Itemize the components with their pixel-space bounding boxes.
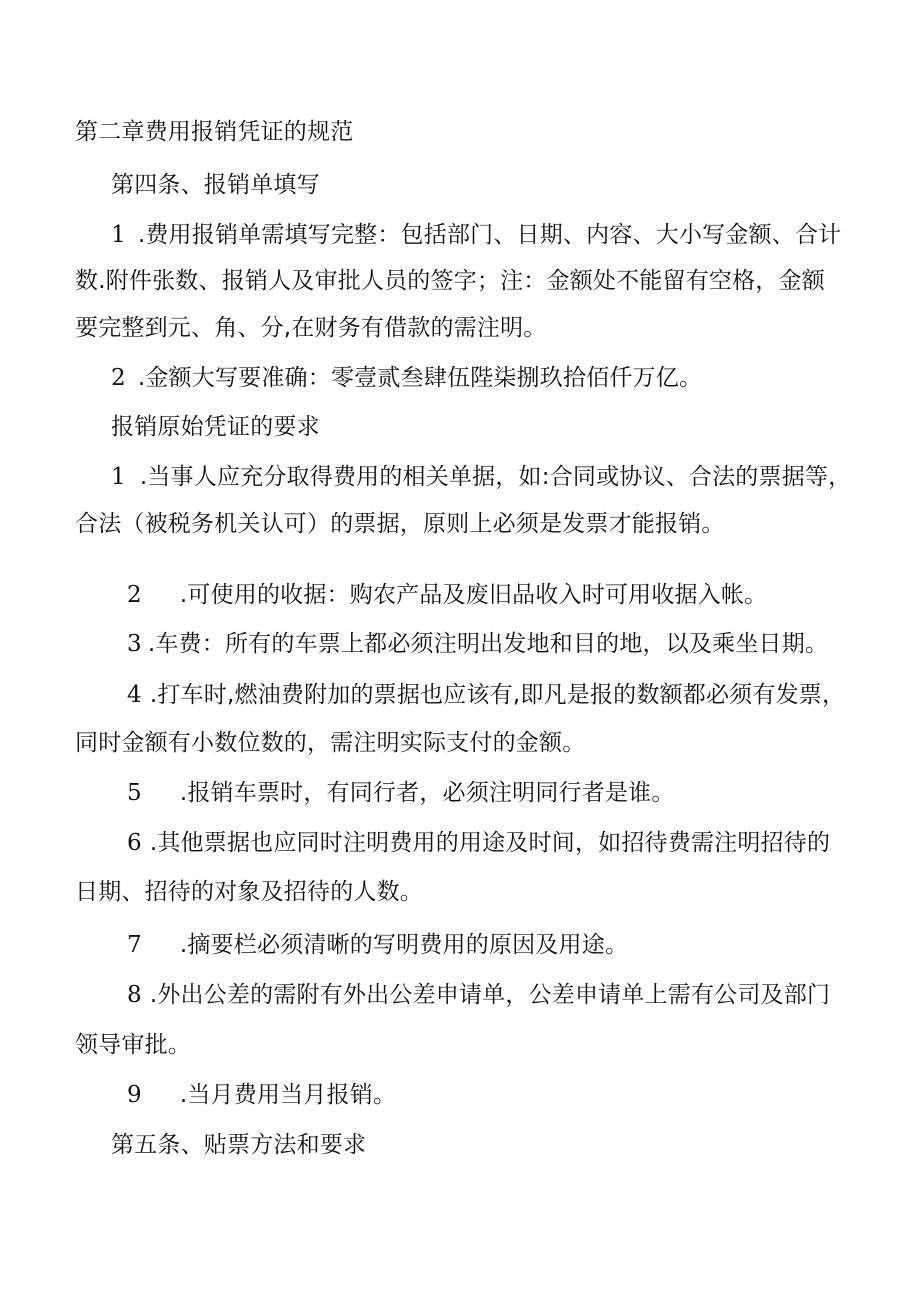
item-number: 2 [111,365,126,391]
item-text: .可使用的收据：购农产品及废旧品收入时可用收据入帐。 [179,582,768,608]
vouchers-item-6-line-1 [127,828,830,858]
vouchers-item-9 [127,1080,396,1110]
item-number: 9 [127,1082,142,1108]
item-number: 8 [127,982,142,1008]
vouchers-item-8-line-2: 领导审批。 [75,1032,191,1058]
item-text: .摘要栏必须清晰的写明费用的原因及用途。 [179,932,629,958]
vouchers-item-1-line-1 [111,462,851,492]
original-vouchers-title: 报销原始凭证的要求 [111,414,320,440]
item-number: 3 [127,631,142,657]
article-5-title: 第五条、贴票方法和要求 [111,1132,367,1158]
article-4-item-2 [111,363,702,393]
item-number: 2 [127,582,142,608]
item-text: .费用报销单需填写完整：包括部门、日期、内容、大小写金额、合计 [137,222,842,248]
item-text: .当月费用当月报销。 [179,1082,397,1108]
item-number: 5 [127,780,142,806]
article-4-item-1-line-3: 要完整到元、角、分,在财务有借款的需注明。 [75,315,547,341]
item-number: 4 [127,682,142,708]
vouchers-item-1-line-2: 合法（被税务机关认可）的票据，原则上必须是发票才能报销。 [75,511,725,537]
chapter-title: 第二章费用报销凭证的规范 [75,119,354,145]
item-text: .车费：所有的车票上都必须注明出发地和目的地，以及乘坐日期。 [147,631,829,657]
vouchers-item-2 [127,580,767,610]
vouchers-item-5 [127,778,675,808]
item-number: 1 [111,222,126,248]
vouchers-item-6-line-2: 日期、招待的对象及招待的人数。 [75,879,423,905]
vouchers-item-4-line-2: 同时金额有小数位数的，需注明实际支付的金额。 [75,730,586,756]
vouchers-item-7 [127,930,628,960]
article-4-item-1-line-1 [111,220,841,250]
item-text: .报销车票时，有同行者，必须注明同行者是谁。 [179,780,675,806]
item-text: .打车时,燃油费附加的票据也应该有,即凡是报的数额都必须有发票， [149,682,846,708]
item-number: 6 [127,830,142,856]
article-4-title: 第四条、报销单填写 [111,172,320,198]
item-number: 1 [111,464,126,490]
article-4-item-1-line-2: 数.附件张数、报销人及审批人员的签字；注：金额处不能留有空格，金额 [75,268,825,294]
item-text: .外出公差的需附有外出公差申请单，公差申请单上需有公司及部门 [149,982,831,1008]
item-number: 7 [127,932,142,958]
item-text: .金额大写要准确：零壹贰叁肆伍陛柒捌玖拾佰仟万亿。 [137,365,703,391]
vouchers-item-3 [127,629,828,659]
item-text: .其他票据也应同时注明费用的用途及时间，如招待费需注明招待的 [149,830,831,856]
vouchers-item-8-line-1 [127,980,830,1010]
item-text: .当事人应充分取得费用的相关单据，如:合同或协议、合法的票据等， [139,464,852,490]
vouchers-item-4-line-1 [127,680,845,710]
